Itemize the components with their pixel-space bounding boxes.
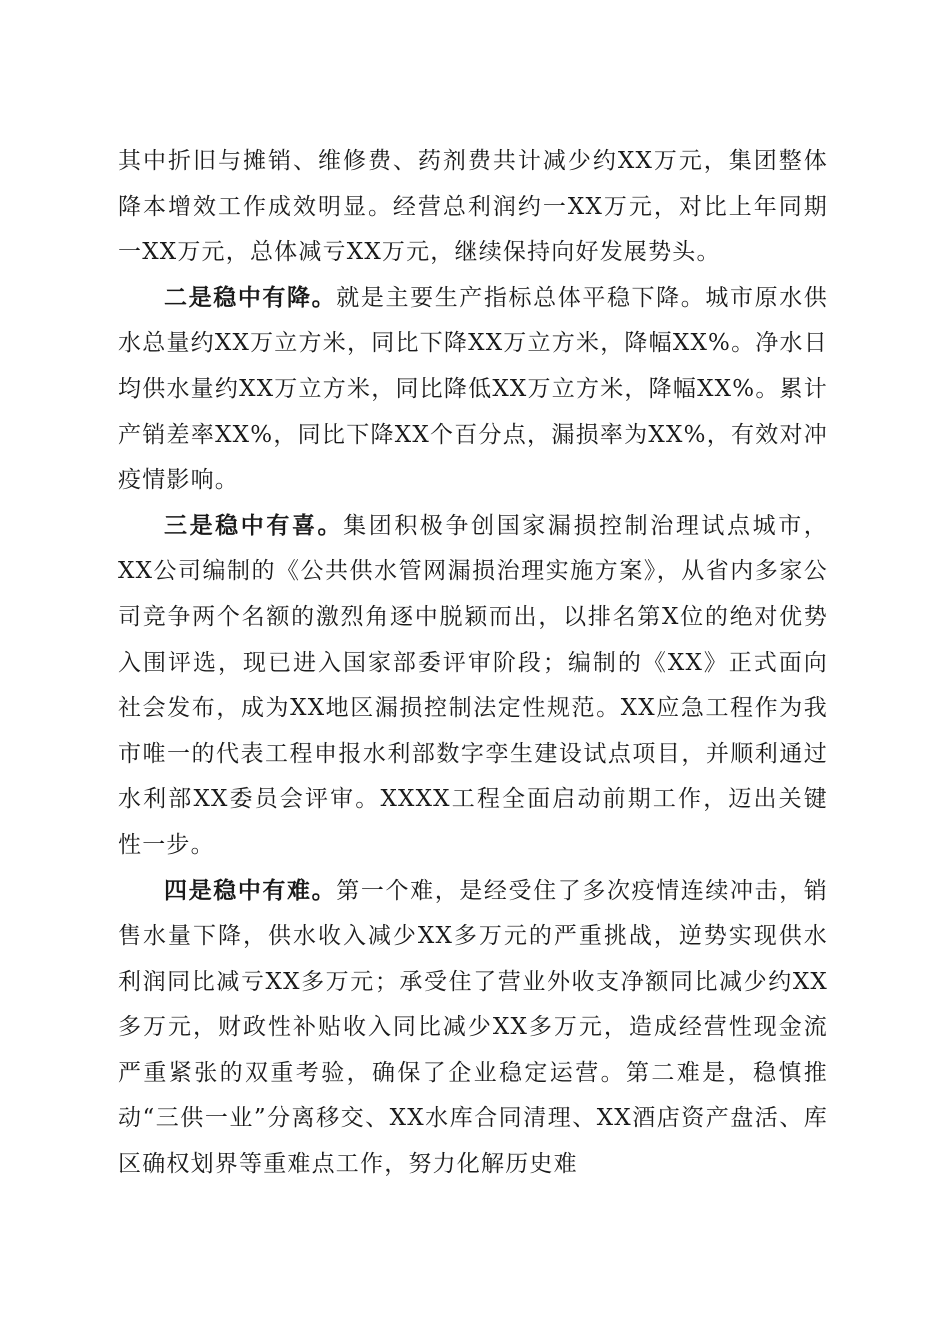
paragraph-1-text: 其中折旧与摊销、维修费、药剂费共计减少约XX万元，集团整体降本增效工作成效明显。经营总利润约一XX万元，对比上年同期一XX万元，总体减亏XX万元，继续保持向好发展势头。 xyxy=(118,148,828,266)
paragraph-2 xyxy=(118,276,828,504)
paragraph-3-text: 集团积极争创国家漏损控制治理试点城市，XX公司编制的《公共供水管网漏损治理实施方案》，从省内多家公司竞争两个名额的激烈角逐中脱颖而出，以排名第X位的绝对优势入围评选，现已进入国家部委评审阶段；编制的《XX》正式面向社会发布，成为XX地区漏损控制法定性规范。XX应急工程作为我市唯一的代表工程申报水利部数字孪生建设试点项目，并顺利通过水利部XX委员会评审。XXXX工程全面启动前期工作，迈出关键性一步。 xyxy=(118,512,828,858)
paragraph-3-heading: 三是稳中有喜。 xyxy=(164,512,344,539)
paragraph-1 xyxy=(118,139,828,276)
paragraph-2-heading: 二是稳中有降。 xyxy=(164,284,337,311)
paragraph-2-text: 就是主要生产指标总体平稳下降。城市原水供水总量约XX万立方米，同比下降XX万立方米，降幅XX%。净水日均供水量约XX万立方米，同比降低XX万立方米，降幅XX%。累计产销差率XX%，同比下降XX个百分点，漏损率为XX%，有效对冲疫情影响。 xyxy=(118,284,829,494)
paragraph-3 xyxy=(118,504,828,869)
paragraph-4-heading: 四是稳中有难。 xyxy=(164,877,337,904)
paragraph-4-text: 第一个难，是经受住了多次疫情连续冲击，销售水量下降，供水收入减少XX多万元的严重挑战，逆势实现供水利润同比减亏XX多万元；承受住了营业外收支净额同比减少约XX多万元，财政性补贴收入同比减少XX多万元，造成经营性现金流严重紧张的双重考验，确保了企业稳定运营。第二难是，稳慎推动“三供一业”分离移交、XX水库合同清理、XX酒店资产盘活、库区确权划界等重难点工作，努力化解历史难 xyxy=(118,877,829,1178)
document-body xyxy=(118,139,828,1188)
paragraph-4 xyxy=(118,869,828,1188)
